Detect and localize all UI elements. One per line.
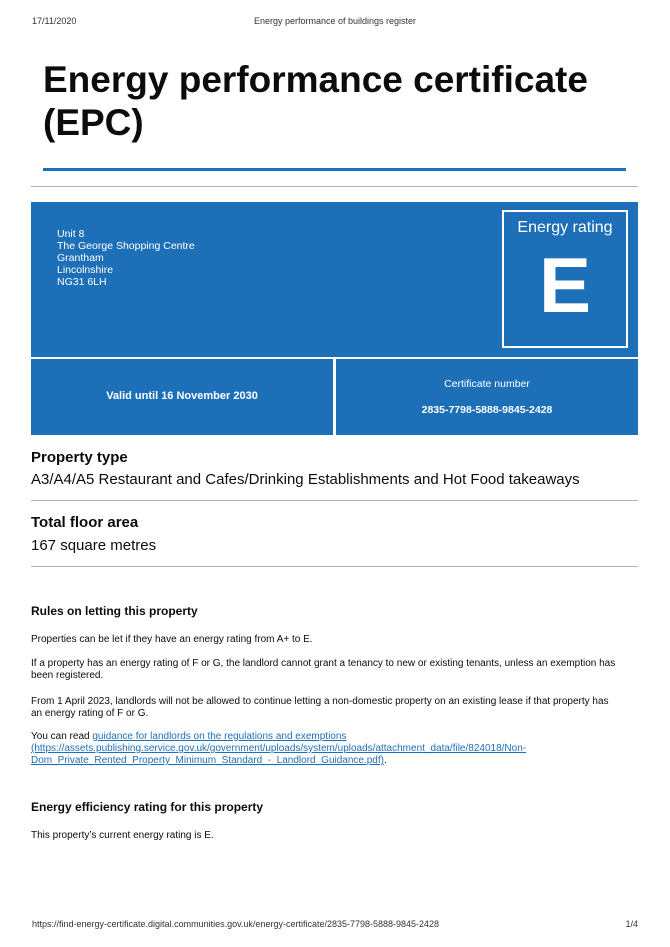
efficiency-text: This property’s current energy rating is E. (31, 830, 214, 841)
certificate-number-label: Certificate number (444, 378, 530, 390)
section-divider (31, 566, 638, 567)
print-date: 17/11/2020 (32, 16, 77, 26)
print-url: https://find-energy-certificate.digital.communities.gov.uk/energy-certificate/2835-7798-5888-9845-2428 (32, 919, 440, 929)
guidance-link[interactable]: guidance for landlords on the regulations and exemptions (92, 731, 347, 742)
property-type-heading: Property type (31, 449, 128, 466)
letting-rules-paragraph: If a property has an energy rating of F or G, the landlord cannot grant a tenancy to new or existing tenants, unless an exemption has been registered. (31, 658, 616, 681)
print-page-title: Energy performance of buildings register (253, 16, 417, 26)
certificate-number-cell (336, 359, 638, 435)
letting-rules-heading: Rules on letting this property (31, 604, 198, 618)
address-line: Unit 8 (57, 228, 85, 240)
guidance-suffix: . (383, 755, 387, 766)
print-header (32, 16, 638, 30)
certificate-details-panel (31, 359, 638, 435)
title-underline (43, 168, 626, 171)
address-line: The George Shopping Centre (57, 240, 195, 252)
address-line: NG31 6LH (57, 276, 107, 288)
address-line: Grantham (57, 252, 104, 264)
energy-rating-box (502, 210, 628, 348)
energy-rating-letter: E (538, 241, 592, 329)
guidance-prefix: You can read (31, 731, 93, 742)
epc-summary-panel (31, 202, 638, 357)
letting-rules-paragraph: From 1 April 2023, landlords will not be allowed to continue letting a non-domestic property on an existing lease if that property has an energy rating of F or G. (31, 696, 609, 719)
address-line: Lincolnshire (57, 264, 114, 276)
floor-area-heading: Total floor area (31, 514, 139, 531)
page-number: 1/4 (625, 919, 638, 929)
section-divider (31, 186, 638, 187)
property-type-value: A3/A4/A5 Restaurant and Cafes/Drinking Establishments and Hot Food takeaways (31, 471, 580, 488)
validity-cell (31, 359, 333, 435)
valid-until-text: Valid until 16 November 2030 (106, 390, 258, 402)
floor-area-value: 167 square metres (31, 537, 157, 554)
certificate-number: 2835-7798-5888-9845-2428 (421, 404, 553, 416)
letting-rules-paragraph: Properties can be let if they have an energy rating from A+ to E. (31, 634, 313, 645)
page-title: Energy performance certificate (EPC) (43, 59, 588, 143)
energy-rating-label: Energy rating (517, 219, 613, 236)
guidance-url-link[interactable]: (https://assets.publishing.service.gov.uk/government/uploads/system/uploads/attachment_data/file/824018/Non-Dom_Private_Rented_Property_Minimum_Standard_-_Landlord_Guidance.pdf) (31, 743, 527, 766)
efficiency-heading: Energy efficiency rating for this property (31, 800, 264, 814)
section-divider (31, 500, 638, 501)
guidance-paragraph (31, 731, 621, 767)
property-address (57, 228, 195, 288)
